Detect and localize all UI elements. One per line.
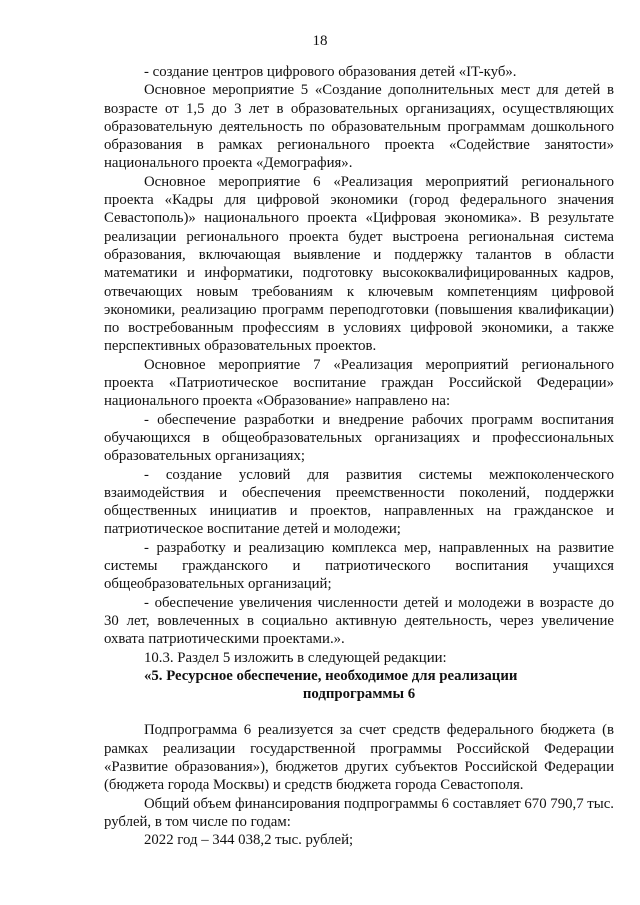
paragraph-measure-6: Основное мероприятие 6 «Реализация мероприятий регионального проекта «Кадры для цифровой экономики (город федерального значения Севастополь)» национального проекта «Цифровая экономика». В результате реализации регионального проекта будет выстроена региональная система образования, включающая выявление и поддержку талантов в области математики и информатики, подготовку высококвалифицированных кадров, отвечающих новым требованиям к ключевым компетенциям цифровой экономики, реализацию программ переподготовки (повышения квалификации) по востребованным профессиям в условиях цифровой экономики, а также перспективных образовательных проектов.	[104, 173, 614, 355]
list-item-conditions: - создание условий для развития системы межпоколенческого взаимодействия и обеспечения преемственности поколений, поддержки общественных инициатив и проектов, направленных на гражданское и патриотическое воспитание детей и молодежи;	[104, 466, 614, 538]
paragraph-measure-5: Основное мероприятие 5 «Создание дополнительных мест для детей в возрасте от 1,5 до 3 лет в образовательных организациях, осуществляющих образовательную деятельность по образовательным программам дошкольного образования в рамках регионального проекта «Содействие занятости» национального проекта «Демография».	[104, 82, 614, 172]
list-item-measures: - разработку и реализацию комплекса мер, направленных на развитие системы гражданского и патриотического воспитания учащихся общеобразовательных организаций;	[104, 539, 614, 593]
paragraph-funding-sources: Подпрограмма 6 реализуется за счет средств федерального бюджета (в рамках реализации государственной программы Российской Федерации «Развитие образования»), бюджетов других субъектов Российской Федерации (бюджета города Москвы) и средств бюджета города Севастополя.	[104, 722, 614, 794]
page-number: 18	[312, 33, 328, 49]
paragraph-year-2022: 2022 год – 344 038,2 тыс. рублей;	[144, 832, 354, 849]
list-item-programs: - обеспечение разработки и внедрение рабочих программ воспитания обучающихся в общеобразовательных организациях и профессиональных образовательных организациях;	[104, 411, 614, 465]
document-body	[104, 63, 614, 849]
paragraph-section-5-edit: 10.3. Раздел 5 изложить в следующей редакции:	[144, 649, 447, 666]
section-heading-line-1: «5. Ресурсное обеспечение, необходимое для реализации	[144, 667, 518, 684]
paragraph-measure-7: Основное мероприятие 7 «Реализация мероприятий регионального проекта «Патриотическое воспитание граждан Российской Федерации» национального проекта «Образование» направлено на:	[104, 356, 614, 410]
paragraph-it-cube: - создание центров цифрового образования детей «IT-куб».	[144, 64, 517, 80]
paragraph-total-funding: Общий объем финансирования подпрограммы 6 составляет 670 790,7 тыс. рублей, в том числе по годам:	[104, 795, 614, 830]
section-heading-line-2: подпрограммы 6	[302, 686, 416, 703]
list-item-youth: - обеспечение увеличения численности детей и молодежи в возрасте до 30 лет, вовлеченных в социально активную деятельность, через увеличение охвата патриотическими проектами.».	[104, 594, 614, 648]
spacer	[104, 703, 614, 721]
